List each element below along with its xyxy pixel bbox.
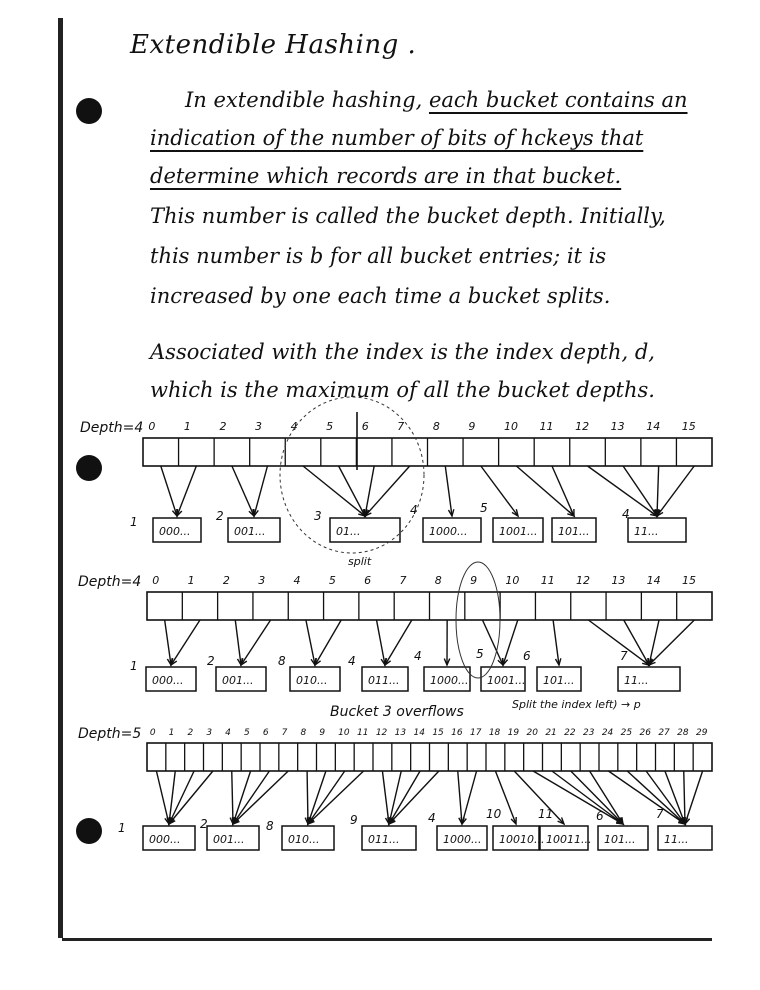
pointer-arrow <box>254 466 267 516</box>
bucket-value: 000... <box>159 525 191 538</box>
index-label: 1 <box>168 728 175 738</box>
pointer-arrow <box>608 771 685 824</box>
index-label: 15 <box>681 574 696 587</box>
index-label: 0 <box>149 728 156 738</box>
pointer-arrow <box>552 466 574 516</box>
index-label: 12 <box>576 574 591 587</box>
index-label: 12 <box>375 728 388 738</box>
index-label: 19 <box>507 728 520 738</box>
index-label: 4 <box>290 420 298 433</box>
index-label: 5 <box>243 728 250 738</box>
index-label: 8 <box>300 728 307 738</box>
pointer-arrow <box>685 771 703 824</box>
index-label: 21 <box>545 728 557 738</box>
pointer-arrow <box>516 466 574 516</box>
bucket-value: 11... <box>624 674 649 687</box>
split-index-note: Split the index left) → p <box>512 698 641 711</box>
index-label: 13 <box>611 574 626 587</box>
index-label: 3 <box>206 728 213 738</box>
bucket-depth-label: 8 <box>266 819 274 833</box>
index-label: 26 <box>639 728 651 738</box>
index-label: 11 <box>539 420 554 433</box>
line1-plain: In extendible hashing, <box>185 88 429 112</box>
bucket-depth-label: 1 <box>130 515 138 529</box>
pointer-arrow <box>385 620 412 665</box>
pointer-arrow <box>161 466 177 516</box>
bucket-depth-label: 8 <box>278 654 286 668</box>
pointer-arrow <box>665 771 685 824</box>
index-label: 4 <box>225 728 231 738</box>
pointer-arrow <box>241 620 271 665</box>
diagram-2 <box>78 562 712 720</box>
bucket-value: 000... <box>152 674 184 687</box>
bucket-depth-label: 2 <box>216 509 224 523</box>
index-label: 28 <box>677 728 689 738</box>
index-label: 14 <box>413 728 425 738</box>
index-label: 2 <box>219 420 227 433</box>
bucket-depth-label: 10 <box>486 807 502 821</box>
pointer-arrow <box>389 771 420 824</box>
pointer-arrow <box>649 620 694 665</box>
paragraph1-line5: this number is b for all bucket entries; it is <box>150 244 607 268</box>
pointer-arrow <box>365 466 374 516</box>
line1-underlined: each bucket contains an <box>428 88 688 112</box>
pointer-arrow <box>165 620 171 665</box>
depth-label: Depth=4 <box>78 574 142 590</box>
index-label: 11 <box>540 574 555 587</box>
paragraph2-line2: which is the maximum of all the bucket depths. <box>150 378 655 402</box>
pointer-arrow <box>156 771 169 824</box>
pointer-arrow <box>377 620 385 665</box>
index-label: 16 <box>451 728 463 738</box>
index-label: 4 <box>293 574 301 587</box>
paragraph1-line3: determine which records are in that bucket. <box>150 164 622 188</box>
bucket-depth-label: 4 <box>622 507 630 521</box>
pointer-arrow <box>588 620 649 665</box>
pointer-arrow <box>308 771 345 824</box>
pointer-arrow <box>458 771 462 824</box>
bucket-value: 001... <box>213 833 245 846</box>
index-label: 29 <box>695 728 708 738</box>
pointer-arrow <box>553 620 559 665</box>
pointer-arrow <box>382 771 389 824</box>
bucket-depth-label: 5 <box>476 647 484 661</box>
bucket-depth-label: 1 <box>118 821 126 835</box>
bucket-value: 1000... <box>443 833 482 846</box>
index-label: 0 <box>148 420 156 433</box>
bucket-depth-label: 5 <box>480 501 488 515</box>
index-label: 14 <box>646 574 661 587</box>
bucket-value: 1000... <box>429 525 468 538</box>
bucket-depth-label: 6 <box>523 649 531 663</box>
index-label: 11 <box>356 728 369 738</box>
bucket-value: 1001... <box>487 674 526 687</box>
split-note: split <box>348 555 372 568</box>
index-label: 6 <box>361 420 369 433</box>
index-label: 13 <box>394 728 407 738</box>
bucket-depth-label: 7 <box>656 807 664 821</box>
index-label: 9 <box>468 420 476 433</box>
depth-label: Depth=5 <box>78 726 142 742</box>
pointer-arrow <box>657 466 694 516</box>
index-label: 2 <box>222 574 230 587</box>
bucket-value: 000... <box>149 833 181 846</box>
paragraph1-line2: indication of the number of bits of hckeys that <box>150 126 644 150</box>
index-label: 18 <box>488 728 501 738</box>
index-label: 10 <box>505 574 520 587</box>
index-label: 20 <box>526 728 538 738</box>
bucket-value: 01... <box>336 525 361 538</box>
index-label: 15 <box>432 728 444 738</box>
pointer-arrow <box>649 620 659 665</box>
paragraph1-line4: This number is called the bucket depth. Initially, <box>150 204 666 228</box>
index-label: 10 <box>503 420 518 433</box>
pointer-arrow <box>657 466 659 516</box>
pointer-arrow <box>171 620 200 665</box>
bucket-value: 101... <box>543 674 575 687</box>
index-label: 5 <box>326 420 334 433</box>
pointer-arrow <box>306 620 315 665</box>
pointer-arrow <box>503 620 518 665</box>
index-label: 7 <box>399 574 407 587</box>
index-label: 9 <box>319 728 326 738</box>
bucket-depth-label: 3 <box>314 509 322 523</box>
index-label: 7 <box>281 728 288 738</box>
pointer-arrow <box>684 771 685 824</box>
pointer-arrow <box>233 771 269 824</box>
pointer-arrow <box>552 771 623 824</box>
bucket-value: 101... <box>604 833 636 846</box>
index-label: 12 <box>575 420 590 433</box>
bucket-depth-label: 7 <box>620 649 628 663</box>
bucket-value: 11... <box>664 833 689 846</box>
index-label: 24 <box>601 728 614 738</box>
pointer-arrow <box>303 466 365 516</box>
bucket-depth-label: 4 <box>414 649 422 663</box>
depth-label: Depth=4 <box>80 420 144 436</box>
index-label: 17 <box>469 728 482 738</box>
bucket-value: 101... <box>558 525 590 538</box>
paragraph2-line1: Associated with the index is the index depth, d, <box>150 340 655 364</box>
index-label: 3 <box>258 574 266 587</box>
pointer-arrow <box>445 466 452 516</box>
index-label: 3 <box>255 420 263 433</box>
index-label: 25 <box>620 728 633 738</box>
index-label: 2 <box>187 728 194 738</box>
index-label: 10 <box>338 728 350 738</box>
bucket-value: 11... <box>634 525 659 538</box>
pointer-arrow <box>339 466 365 516</box>
pointer-arrow <box>235 620 241 665</box>
bucket-depth-label: 4 <box>410 503 418 517</box>
pointer-arrow <box>232 771 233 824</box>
bucket-value: 10010... <box>499 833 545 846</box>
bucket-value: 1000... <box>430 674 469 687</box>
pointer-arrow <box>646 771 685 824</box>
index-label: 8 <box>434 574 442 587</box>
bucket-depth-label: 6 <box>596 809 604 823</box>
index-label: 13 <box>610 420 625 433</box>
index-label: 15 <box>681 420 696 433</box>
pointer-arrow <box>365 466 410 516</box>
index-label: 22 <box>564 728 576 738</box>
index-label: 9 <box>470 574 478 587</box>
pointer-arrow <box>177 466 196 516</box>
index-label: 23 <box>582 728 595 738</box>
pointer-arrow <box>462 771 477 824</box>
paragraph1-line6: increased by one each time a bucket splits. <box>150 284 611 308</box>
bucket-value: 010... <box>296 674 328 687</box>
bucket-depth-label: 2 <box>207 654 215 668</box>
index-label: 0 <box>152 574 160 587</box>
bucket-depth-label: 1 <box>130 659 138 673</box>
bucket-depth-label: 4 <box>348 654 356 668</box>
index-label: 6 <box>262 728 269 738</box>
bucket-value: 001... <box>234 525 266 538</box>
bucket-value: 1001... <box>499 525 538 538</box>
bucket-value: 011... <box>368 833 400 846</box>
bucket-value: 011... <box>368 674 400 687</box>
overflow-note: Bucket 3 overflows <box>330 704 464 720</box>
index-label: 7 <box>397 420 405 433</box>
pointer-arrow <box>590 771 623 824</box>
pointer-arrow <box>307 771 308 824</box>
pointer-arrow <box>389 771 401 824</box>
bucket-value: 10011... <box>546 833 592 846</box>
index-label: 1 <box>187 574 195 587</box>
index-label: 27 <box>658 728 670 738</box>
bucket-depth-label: 4 <box>428 811 436 825</box>
bucket-value: 010... <box>288 833 320 846</box>
diagram-3 <box>78 726 712 850</box>
page-title: Extendible Hashing . <box>130 30 417 60</box>
index-label: 14 <box>646 420 661 433</box>
index-label: 6 <box>364 574 372 587</box>
pointer-arrow <box>315 620 341 665</box>
index-label: 5 <box>328 574 336 587</box>
bucket-depth-label: 11 <box>538 807 554 821</box>
index-label: 1 <box>183 420 191 433</box>
bucket-value: 001... <box>222 674 254 687</box>
diagram-1 <box>80 397 712 568</box>
bucket-depth-label: 2 <box>200 817 208 831</box>
index-label: 8 <box>432 420 440 433</box>
pointer-arrow <box>232 466 254 516</box>
bucket-depth-label: 9 <box>350 813 358 827</box>
